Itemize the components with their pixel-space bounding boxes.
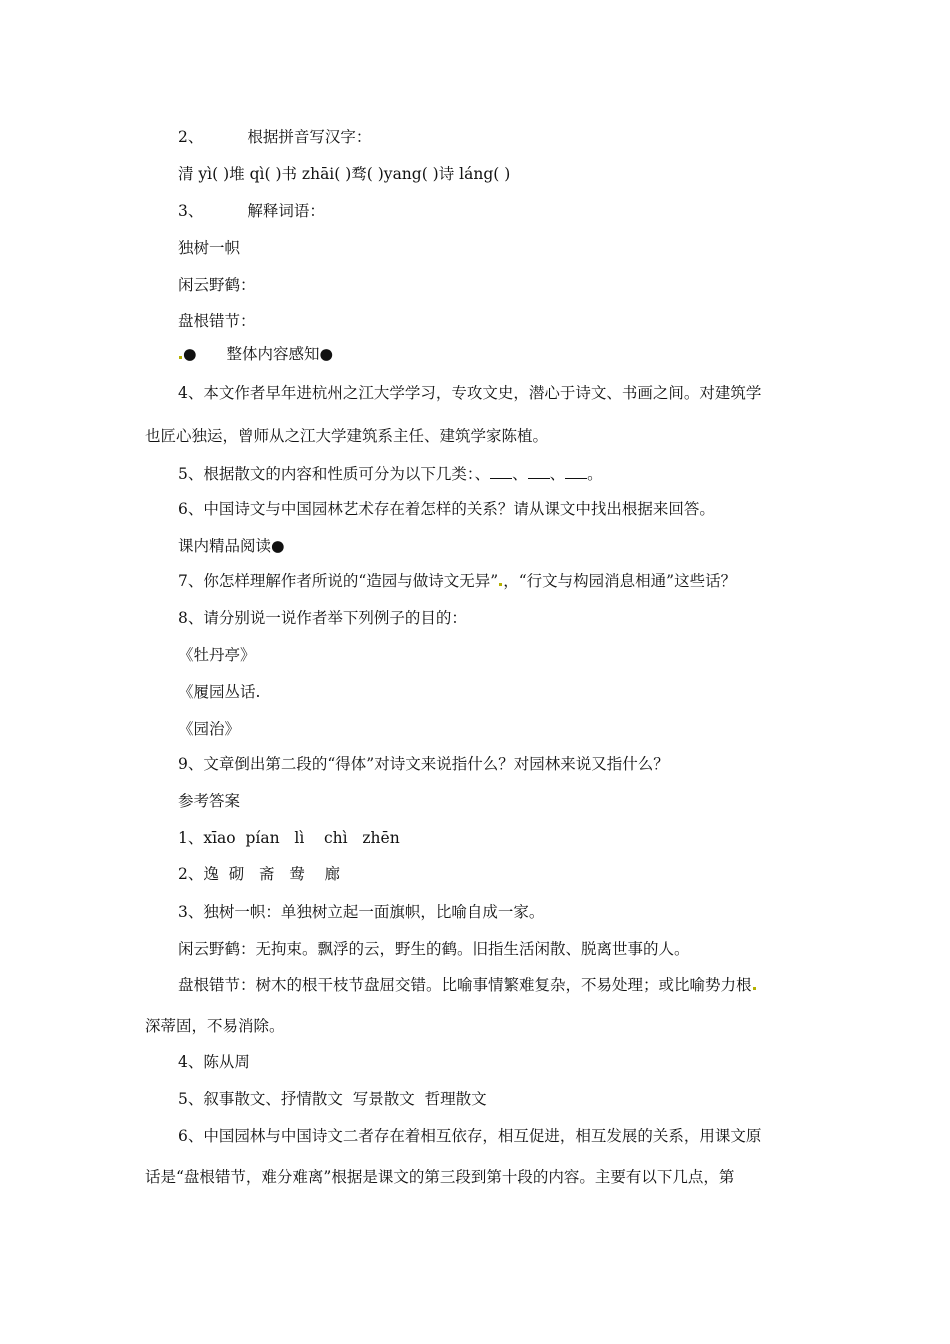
question-3 [178, 201, 325, 221]
answer-3-2: 闲云野鹤：无拘束。飘浮的云，野生的鹤。旧指生活闲散、脱离世事的人。 [178, 940, 690, 958]
example-item: 《园治》 [178, 720, 241, 738]
answer-3-3-line2: 深蒂固，不易消除。 [145, 1017, 285, 1035]
question-5: 5、根据散文的内容和性质可分为以下几类：、 、 、 。 [178, 465, 603, 483]
answer-3-3-line1: 盘根错节：树木的根干枝节盘屈交错。比喻事情繁难复杂，不易处理；或比喻势力根 [178, 975, 757, 995]
section-heading-reading: 课内精品阅读● [178, 537, 285, 555]
answer-6-line2: 话是“盘根错节，难分难离”根据是课文的第三段到第十段的内容。主要有以下几点，第 [145, 1168, 735, 1186]
answer-2: 2、逸 砌 斋 鸯 廊 [178, 865, 340, 883]
answer-6-line1: 6、中国园林与中国诗文二者存在着相互依存，相互促进，相互发展的关系，用课文原 [178, 1127, 762, 1145]
question-number: 3、 [178, 202, 204, 220]
term-item: 独树一帜 [178, 239, 241, 257]
question-8: 8、请分别说一说作者举下列例子的目的： [178, 609, 467, 627]
answer-blank[interactable] [528, 466, 550, 479]
bullet-icon: ● [183, 345, 197, 363]
question-text: 根据拼音写汉字： [247, 128, 372, 146]
answer-5: 5、叙事散文、抒情散文 写景散文 哲理散文 [178, 1090, 487, 1108]
question-text: 解释词语： [247, 202, 325, 220]
answer-blank[interactable] [490, 466, 512, 479]
question-2 [178, 127, 371, 147]
answer-4: 4、陈从周 [178, 1053, 250, 1071]
question-number: 2、 [178, 128, 204, 146]
question-4-line2: 也匠心独运，曾师从之江大学建筑系主任、建筑学家陈植。 [145, 427, 549, 445]
marker-dot [499, 583, 502, 586]
pinyin-line: 清 yì( )堆 qì( )书 zhāi( )骛( )yang( )诗 láng( ) [178, 165, 511, 183]
example-item: 《履园丛话. [178, 683, 261, 701]
answers-title: 参考答案 [178, 792, 241, 810]
answer-1: 1、xīao pían lì chì zhēn [178, 829, 400, 847]
question-9: 9、文章倒出第二段的“得体”对诗文来说指什么？对园林来说又指什么？ [178, 755, 669, 773]
marker-dot [179, 356, 182, 359]
term-item: 闲云野鹤： [178, 276, 256, 294]
section-title: 整体内容感知● [226, 345, 334, 363]
term-item: 盘根错节： [178, 312, 256, 330]
question-7: 7、你怎样理解作者所说的“造园与做诗文无异” ，“行文与构园消息相通”这些话？ [178, 572, 737, 590]
question-6: 6、中国诗文与中国园林艺术存在着怎样的关系？请从课文中找出根据来回答。 [178, 500, 715, 518]
marker-dot [753, 987, 756, 990]
section-heading-overall [178, 344, 333, 364]
answer-3-1: 3、独树一帜：单独树立起一面旗帜，比喻自成一家。 [178, 903, 545, 921]
answer-blank[interactable] [565, 466, 587, 479]
example-item: 《牡丹亭》 [178, 646, 256, 664]
question-4-line1: 4、本文作者早年进杭州之江大学学习，专攻文史，潜心于诗文、书画之间。对建筑学 [178, 384, 762, 402]
question-text: 5、根据散文的内容和性质可分为以下几类：、 [178, 465, 491, 483]
